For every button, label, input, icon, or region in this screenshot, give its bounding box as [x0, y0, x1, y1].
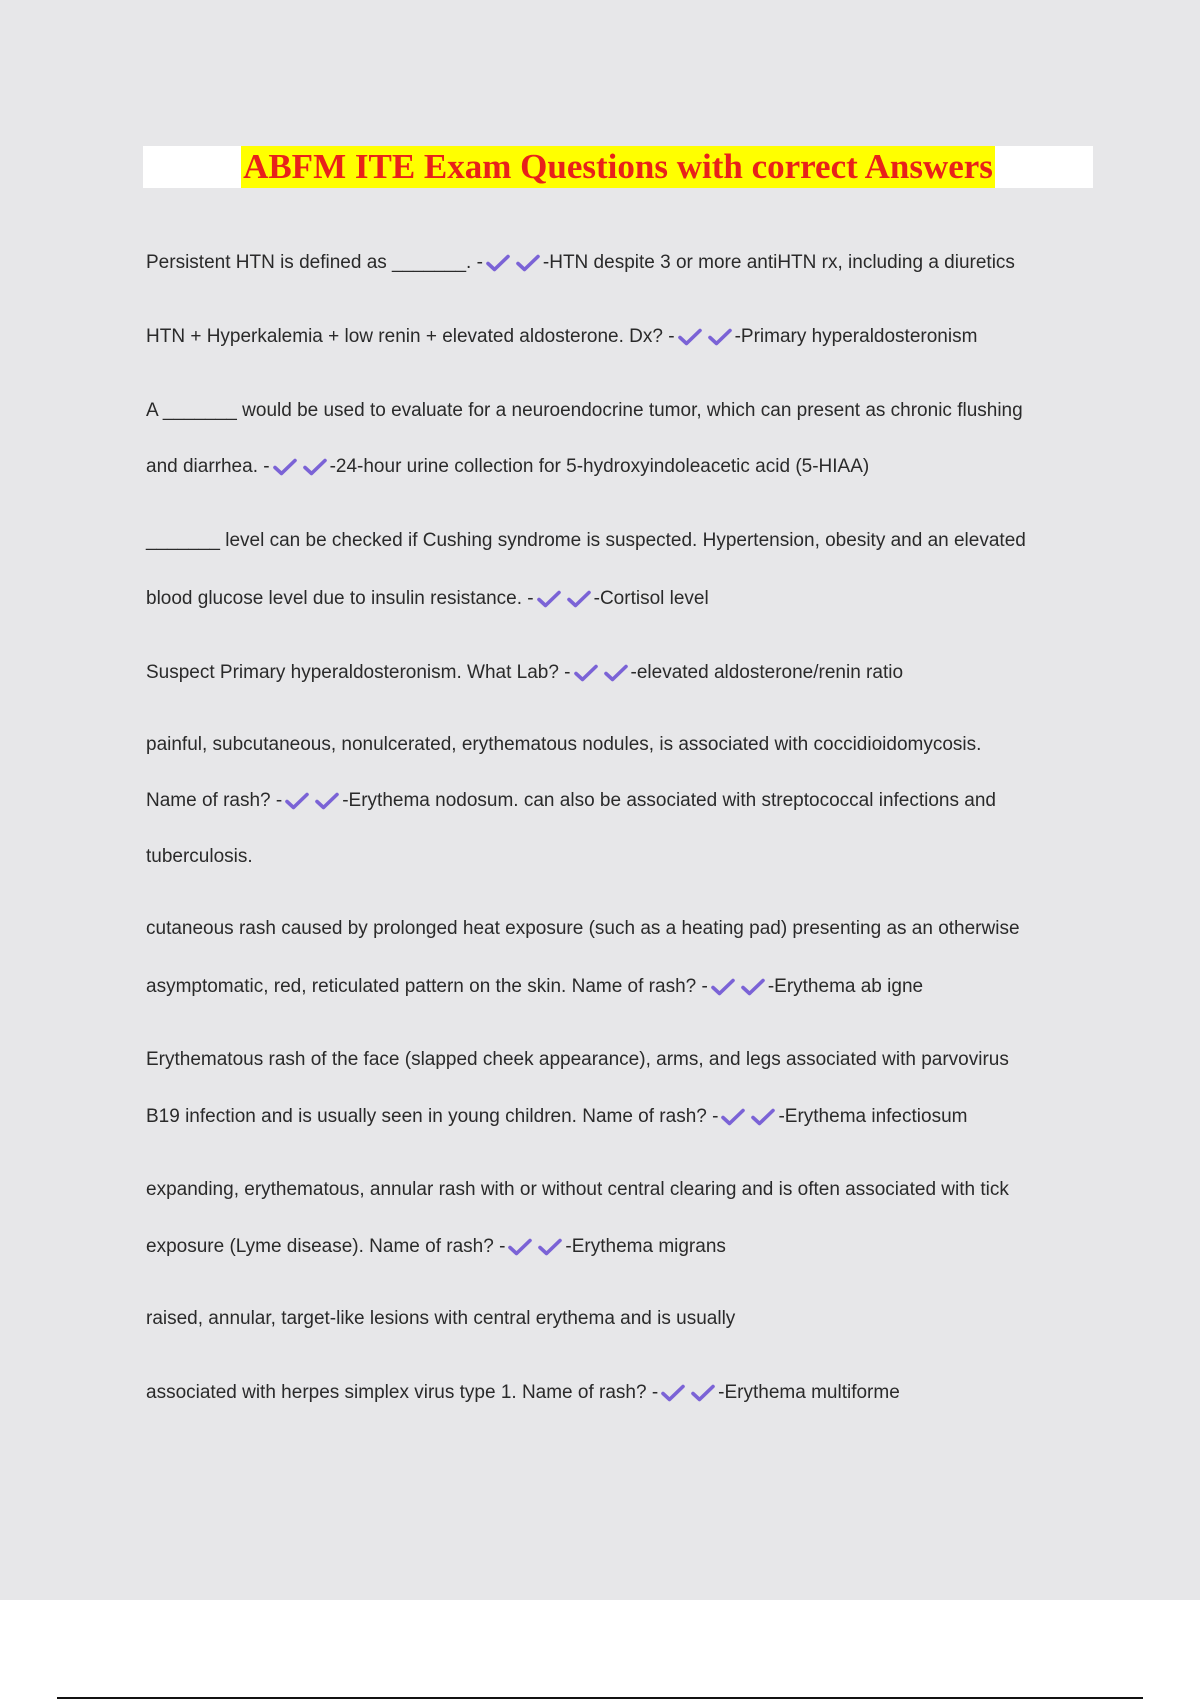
answer-text: -HTN despite 3 or more antiHTN rx, including a diuretics: [542, 252, 1015, 273]
check-icon: [538, 1238, 562, 1256]
check-icon: [516, 254, 540, 272]
question-text: A _______ would be used to evaluate for a neuroendocrine tumor, which can present as chronic flushing: [146, 400, 1023, 421]
qa-line-with-answer: [146, 1103, 967, 1130]
question-line: [146, 915, 1020, 942]
qa-line-with-answer: [146, 1233, 726, 1260]
question-text: Erythematous rash of the face (slapped cheek appearance), arms, and legs associated with parvovirus: [146, 1049, 1009, 1070]
correct-answer-checkmarks: [508, 1233, 562, 1260]
correct-answer-checkmarks: [711, 973, 765, 1000]
check-icon: [537, 590, 561, 608]
question-text: expanding, erythematous, annular rash with or without central clearing and is often associated with tick: [146, 1179, 1009, 1200]
question-line: [146, 527, 1026, 554]
correct-answer-checkmarks: [273, 453, 327, 480]
check-icon: [273, 458, 297, 476]
qa-line-with-answer: [146, 249, 1015, 276]
answer-text: -Cortisol level: [593, 588, 709, 609]
question-text: and diarrhea. -: [146, 456, 270, 477]
qa-line-with-answer: [146, 323, 977, 350]
correct-answer-checkmarks: [678, 323, 732, 350]
document-title: ABFM ITE Exam Questions with correct Answers: [243, 147, 993, 186]
question-text: HTN + Hyperkalemia + low renin + elevated aldosterone. Dx? -: [146, 326, 675, 347]
check-icon: [708, 328, 732, 346]
question-text: blood glucose level due to insulin resistance. -: [146, 588, 534, 609]
check-icon: [574, 664, 598, 682]
check-icon: [508, 1238, 532, 1256]
answer-text: -elevated aldosterone/renin ratio: [630, 662, 904, 683]
answer-text: -Erythema migrans: [565, 1236, 726, 1257]
question-text: asymptomatic, red, reticulated pattern on the skin. Name of rash? -: [146, 976, 708, 997]
check-icon: [721, 1108, 745, 1126]
check-icon: [751, 1108, 775, 1126]
question-line: [146, 1176, 1009, 1203]
check-icon: [486, 254, 510, 272]
question-line: [146, 1305, 735, 1332]
check-icon: [567, 590, 591, 608]
question-text: B19 infection and is usually seen in young children. Name of rash? -: [146, 1106, 719, 1127]
footer-divider: [57, 1697, 1143, 1699]
answer-text: -Primary hyperaldosteronism: [734, 326, 978, 347]
qa-line-with-answer: [146, 585, 709, 612]
question-text: Name of rash? -: [146, 790, 283, 811]
qa-line-with-answer: [146, 973, 923, 1000]
answer-text: -Erythema nodosum. can also be associated with streptococcal infections and: [342, 790, 996, 811]
check-icon: [741, 978, 765, 996]
question-line: [146, 397, 1023, 424]
correct-answer-checkmarks: [285, 787, 339, 814]
check-icon: [661, 1384, 685, 1402]
check-icon: [315, 792, 339, 810]
answer-text: -Erythema infectiosum: [778, 1106, 968, 1127]
correct-answer-checkmarks: [486, 249, 540, 276]
question-text: associated with herpes simplex virus type 1. Name of rash? -: [146, 1382, 659, 1403]
question-line: [146, 1046, 1009, 1073]
check-icon: [678, 328, 702, 346]
question-text: raised, annular, target-like lesions with central erythema and is usually: [146, 1308, 736, 1329]
question-text: exposure (Lyme disease). Name of rash? -: [146, 1236, 506, 1257]
question-text: cutaneous rash caused by prolonged heat exposure (such as a heating pad) presenting as an otherwise: [146, 918, 1020, 939]
question-text: Suspect Primary hyperaldosteronism. What Lab? -: [146, 662, 571, 683]
correct-answer-checkmarks: [537, 585, 591, 612]
question-text: Persistent HTN is defined as _______. -: [146, 252, 483, 273]
answer-text: -Erythema ab igne: [767, 976, 924, 997]
answer-text: tuberculosis.: [146, 846, 253, 867]
check-icon: [303, 458, 327, 476]
check-icon: [711, 978, 735, 996]
answer-continuation-line: [146, 843, 253, 870]
correct-answer-checkmarks: [574, 659, 628, 686]
title-band: [143, 146, 1093, 188]
correct-answer-checkmarks: [661, 1379, 715, 1406]
qa-line-with-answer: [146, 453, 869, 480]
question-text: painful, subcutaneous, nonulcerated, erythematous nodules, is associated with coccidioidomycosis.: [146, 734, 982, 755]
page-footer: [0, 1600, 1200, 1700]
question-text: _______ level can be checked if Cushing syndrome is suspected. Hypertension, obesity and an elevated: [146, 530, 1026, 551]
qa-line-with-answer: [146, 1379, 900, 1406]
qa-line-with-answer: [146, 787, 996, 814]
check-icon: [285, 792, 309, 810]
check-icon: [604, 664, 628, 682]
answer-text: -Erythema multiforme: [718, 1382, 900, 1403]
correct-answer-checkmarks: [721, 1103, 775, 1130]
answer-text: -24-hour urine collection for 5-hydroxyindoleacetic acid (5-HIAA): [329, 456, 870, 477]
question-line: [146, 731, 981, 758]
qa-line-with-answer: [146, 659, 903, 686]
check-icon: [691, 1384, 715, 1402]
